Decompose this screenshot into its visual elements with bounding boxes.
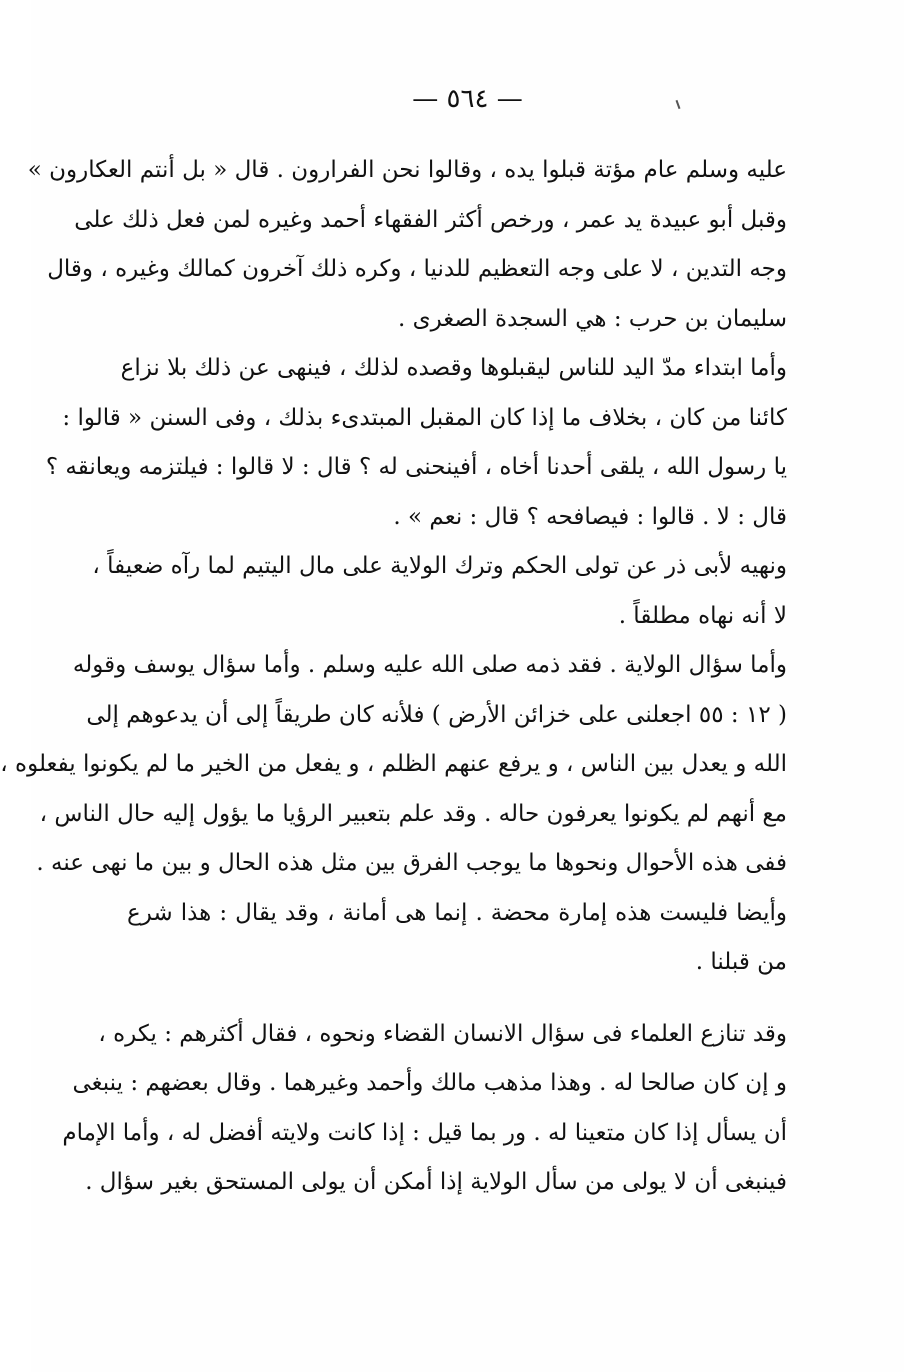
paragraph-gap [127,988,787,1010]
text-line: مع أنهم لم يكونوا يعرفون حاله . وقد علم بتعبير الرؤيا ما يؤول إليه حال الناس ، [39,800,787,827]
page-body-text [0,146,787,1208]
text-line: وجه التدين ، لا على وجه التعظيم للدنيا ، وكره ذلك آخرون كمالك وغيره ، وقال [47,256,787,282]
text-line: وأيضا فليست هذه إمارة محضة . إنما هى أمانة ، وقد يقال : هذا شرع [127,899,787,926]
text-line: من قبلنا . [695,949,787,975]
text-line: يا رسول الله ، يلقى أحدنا أخاه ، أفينحنى له ؟ قال : لا قالوا : فيلتزمه ويعانقه ؟ [45,454,787,480]
page-number: — ٥٦٤ — [412,84,523,114]
text-line: ففى هذه الأحوال ونحوها ما يوجب الفرق بين مثل هذه الحال و بين ما نهى عنه . [36,850,787,876]
text-line: الله و يعدل بين الناس ، و يرفع عنهم الظلم ، و يفعل من الخير ما لم يكونوا يفعلوه ، [0,751,787,777]
text-line: لا أنه نهاه مطلقاً . [618,602,787,629]
text-line: أن يسأل إذا كان متعينا له . ور بما قيل : إذا كانت ولايته أفضل له ، وأما الإمام [62,1119,787,1146]
text-line: وأما سؤال الولاية . فقد ذمه صلى الله عليه وسلم . وأما سؤال يوسف وقوله [72,652,787,678]
text-line: وأما ابتداء مدّ اليد للناس ليقبلوها وقصده لذلك ، فينهى عن ذلك بلا نزاع [120,355,787,381]
text-line: قال : لا . قالوا : فيصافحه ؟ قال : نعم » . [393,503,787,530]
text-line: ونهيه لأبى ذر عن تولى الحكم وترك الولاية على مال اليتيم لما رآه ضعيفاً ، [92,553,787,579]
text-line: وقبل أبو عبيدة يد عمر ، ورخص أكثر الفقهاء أحمد وغيره لمن فعل ذلك على [74,206,787,233]
text-line: وقد تنازع العلماء فى سؤال الانسان القضاء ونحوه ، فقال أكثرهم : يكره ، [98,1020,787,1047]
text-line: عليه وسلم عام مؤتة قبلوا يده ، وقالوا نحن الفرارون . قال « بل أنتم العكارون » [27,157,787,183]
text-line: ( ١٢ : ٥٥ اجعلنى على خزائن الأرض ) فلأنه كان طريقاً إلى أن يدعوهم إلى [86,701,787,728]
text-line: كائنا من كان ، بخلاف ما إذا كان المقبل المبتدىء بذلك ، وفى السنن « قالوا : [62,404,787,431]
text-line: و إن كان صالحا له . وهذا مذهب مالك وأحمد وغيرهما . وقال بعضهم : ينبغى [72,1070,787,1096]
text-line: فينبغى أن لا يولى من سأل الولاية إذا أمكن أن يولى المستحق بغير سؤال . [85,1169,787,1195]
text-line: سليمان بن حرب : هي السجدة الصغرى . [397,305,787,332]
